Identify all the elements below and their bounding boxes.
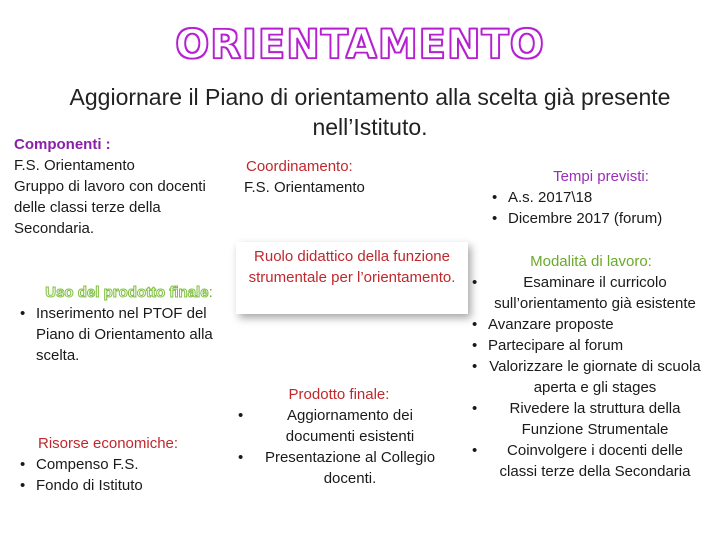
modalita-item: • Partecipare al forum xyxy=(466,335,702,356)
componenti-line: delle classi terze della xyxy=(14,199,161,216)
uso-item: • Inserimento nel PTOF del Piano di Orientamento alla scelta. xyxy=(14,303,234,366)
componenti-heading: Componenti : xyxy=(14,136,111,153)
modalita-section xyxy=(466,251,702,482)
risorse-list xyxy=(14,454,224,496)
prodotto-item: • Presentazione al Collegio docenti. xyxy=(232,447,446,489)
componenti-line: F.S. Orientamento xyxy=(14,157,135,174)
uso-section xyxy=(14,282,234,366)
tempi-item: • Dicembre 2017 (forum) xyxy=(486,208,716,229)
page-title: ORIENTAMENTO xyxy=(175,22,545,68)
tempi-item: • A.s. 2017\18 xyxy=(486,187,716,208)
prodotto-section xyxy=(232,384,446,489)
modalita-item: • Valorizzare le giornate di scuola aperta e gli stages xyxy=(466,356,702,398)
risorse-item: • Compenso F.S. xyxy=(14,454,224,475)
coordinamento-section xyxy=(244,156,424,198)
prodotto-list xyxy=(232,405,446,489)
page-subtitle: Aggiornare il Piano di orientamento alla scelta già presente nell’Istituto. xyxy=(69,84,671,140)
risorse-heading: Risorse economiche: xyxy=(38,435,179,452)
modalita-item: • Avanzare proposte xyxy=(466,314,702,335)
modalita-item: • Coinvolgere i docenti delle classi terze della Secondaria xyxy=(466,440,702,482)
risorse-section xyxy=(14,433,224,496)
ruolo-text: Ruolo didattico della funzione strumentale per l’orientamento. xyxy=(248,248,456,286)
uso-list xyxy=(14,303,234,366)
risorse-item: • Fondo di Istituto xyxy=(14,475,224,496)
prodotto-item: • Aggiornamento dei documenti esistenti xyxy=(232,405,446,447)
componenti-line: Gruppo di lavoro con docenti xyxy=(14,178,206,195)
componenti-line: Secondaria. xyxy=(14,220,95,237)
prodotto-heading: Prodotto finale: xyxy=(288,386,390,403)
modalita-heading: Modalità di lavoro: xyxy=(530,253,652,270)
modalita-item: • Rivedere la struttura della Funzione Strumentale xyxy=(466,398,702,440)
tempi-heading: Tempi previsti: xyxy=(553,168,649,185)
componenti-section xyxy=(14,134,244,239)
coordinamento-heading: Coordinamento: xyxy=(246,158,353,175)
modalita-item: • Esaminare il curricolo sull’orientamento già esistente xyxy=(466,272,702,314)
modalita-list xyxy=(466,272,702,482)
coordinamento-value: F.S. Orientamento xyxy=(244,179,365,196)
uso-heading-suffix: : xyxy=(208,284,213,301)
tempi-section xyxy=(486,166,716,229)
tempi-list xyxy=(486,187,716,229)
uso-heading: Uso del prodotto finale xyxy=(45,284,209,301)
